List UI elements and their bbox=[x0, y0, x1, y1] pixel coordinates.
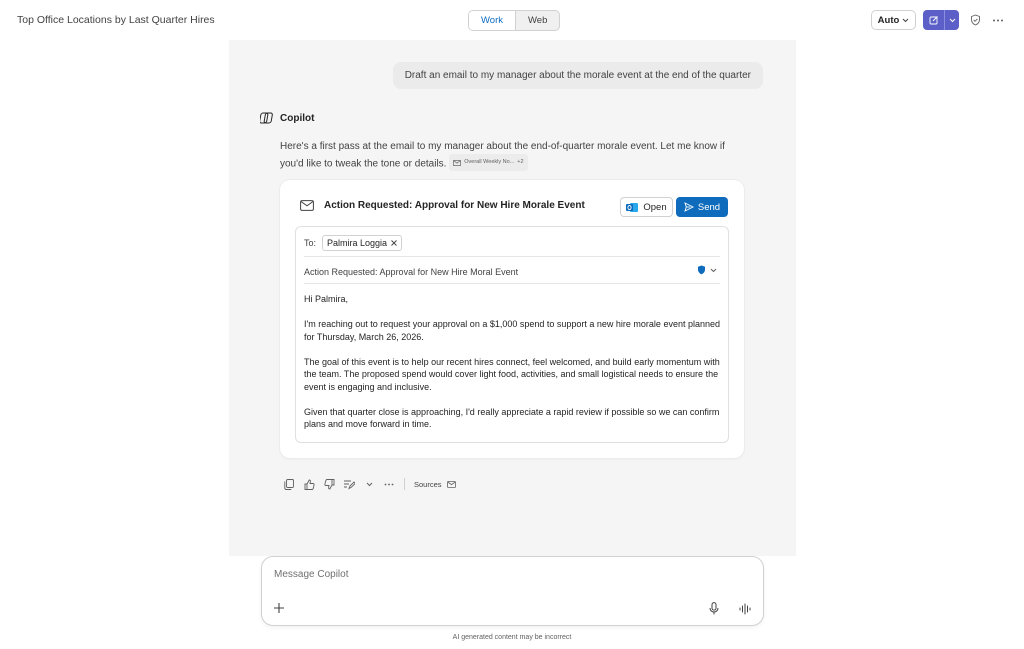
divider bbox=[304, 283, 720, 284]
mode-toggle[interactable] bbox=[468, 10, 560, 31]
response-actions bbox=[283, 478, 456, 490]
open-in-outlook-button[interactable] bbox=[620, 197, 673, 217]
recipient-name: Palmira Loggia bbox=[327, 238, 388, 248]
copilot-logo-icon bbox=[260, 111, 274, 125]
edit-draft-icon[interactable] bbox=[343, 478, 355, 490]
assistant-header bbox=[260, 111, 314, 125]
email-draft-card bbox=[280, 180, 744, 458]
sensitivity-selector[interactable] bbox=[697, 265, 717, 275]
email-body[interactable] bbox=[304, 293, 724, 443]
more-options-icon[interactable] bbox=[383, 478, 395, 490]
email-body-paragraph: Hi Palmira, bbox=[304, 294, 349, 304]
mail-icon bbox=[453, 160, 461, 166]
message-input[interactable]: Message Copilot bbox=[274, 569, 349, 580]
to-label: To: bbox=[304, 238, 317, 248]
assistant-reply-text: Here's a first pass at the email to my manager about the end-of-quarter morale event. Let me know if you'd like to tweak the tone or details. bbox=[280, 141, 725, 170]
email-compose-area[interactable] bbox=[295, 226, 729, 443]
chevron-down-icon[interactable] bbox=[363, 478, 375, 490]
model-selector-button[interactable] bbox=[871, 10, 916, 30]
more-options-icon[interactable] bbox=[991, 13, 1005, 27]
mode-web-tab[interactable]: Web bbox=[528, 15, 548, 26]
add-attachment-icon[interactable] bbox=[273, 601, 285, 618]
conversation-title: Top Office Locations by Last Quarter Hires bbox=[17, 14, 215, 26]
email-card-title: Action Requested: Approval for New Hire Morale Event bbox=[324, 200, 585, 211]
sensitivity-shield-icon bbox=[697, 265, 706, 275]
chevron-down-icon bbox=[902, 18, 909, 23]
voice-mode-icon[interactable] bbox=[739, 602, 751, 620]
open-button-label: Open bbox=[643, 201, 667, 213]
shield-icon[interactable] bbox=[968, 13, 982, 27]
email-body-paragraph: I'm reaching out to request your approval on a $1,000 spend to support a new hire morale event planned for Thursday, March 26, 2026. bbox=[304, 319, 720, 342]
copy-icon[interactable] bbox=[283, 478, 295, 490]
model-selector-label: Auto bbox=[877, 14, 900, 26]
thumbs-up-icon[interactable] bbox=[303, 478, 315, 490]
ai-disclaimer: AI generated content may be incorrect bbox=[452, 634, 572, 641]
divider bbox=[404, 478, 405, 490]
send-button-label: Send bbox=[697, 201, 721, 213]
send-email-button[interactable] bbox=[676, 197, 728, 217]
outlook-icon bbox=[626, 202, 638, 213]
reference-chip-more: +2 bbox=[517, 159, 524, 165]
compose-icon bbox=[929, 15, 939, 25]
reference-chip-label: Overall Weekly No... bbox=[464, 159, 515, 165]
mode-work-tab[interactable]: Work bbox=[469, 11, 516, 30]
sources-button[interactable] bbox=[414, 480, 456, 489]
mail-icon bbox=[300, 200, 314, 211]
recipient-pill[interactable] bbox=[322, 235, 402, 251]
message-composer[interactable] bbox=[261, 556, 764, 626]
divider bbox=[304, 256, 720, 257]
new-chat-button[interactable] bbox=[923, 10, 945, 30]
email-body-paragraph: The goal of this event is to help our recent hires connect, feel welcomed, and build early momentum with the team. The proposed spend would cover light food, activities, and small logistical needs to ensure the event is engaging and inclusive. bbox=[304, 356, 720, 392]
chevron-down-icon bbox=[710, 268, 717, 273]
new-chat-dropdown[interactable] bbox=[945, 10, 959, 30]
chevron-down-icon bbox=[949, 18, 956, 23]
mail-icon bbox=[447, 481, 456, 488]
conversation-panel bbox=[229, 40, 796, 556]
microphone-icon[interactable] bbox=[709, 602, 719, 620]
reference-chip[interactable] bbox=[449, 154, 527, 171]
to-field[interactable] bbox=[304, 235, 402, 251]
new-chat-split-button[interactable] bbox=[923, 10, 959, 30]
sources-label: Sources bbox=[414, 479, 442, 489]
thumbs-down-icon[interactable] bbox=[323, 478, 335, 490]
user-message-bubble: Draft an email to my manager about the morale event at the end of the quarter bbox=[393, 62, 763, 89]
email-card-header bbox=[300, 200, 585, 211]
email-body-paragraph: Given that quarter close is approaching, I'd really appreciate a rapid review if possible so we can confirm plans and move forward in time. bbox=[304, 406, 720, 429]
assistant-reply bbox=[280, 139, 750, 172]
assistant-name: Copilot bbox=[280, 112, 315, 124]
subject-field[interactable]: Action Requested: Approval for New Hire Moral Event bbox=[304, 267, 519, 277]
close-icon[interactable] bbox=[391, 240, 397, 246]
send-icon bbox=[684, 202, 694, 212]
